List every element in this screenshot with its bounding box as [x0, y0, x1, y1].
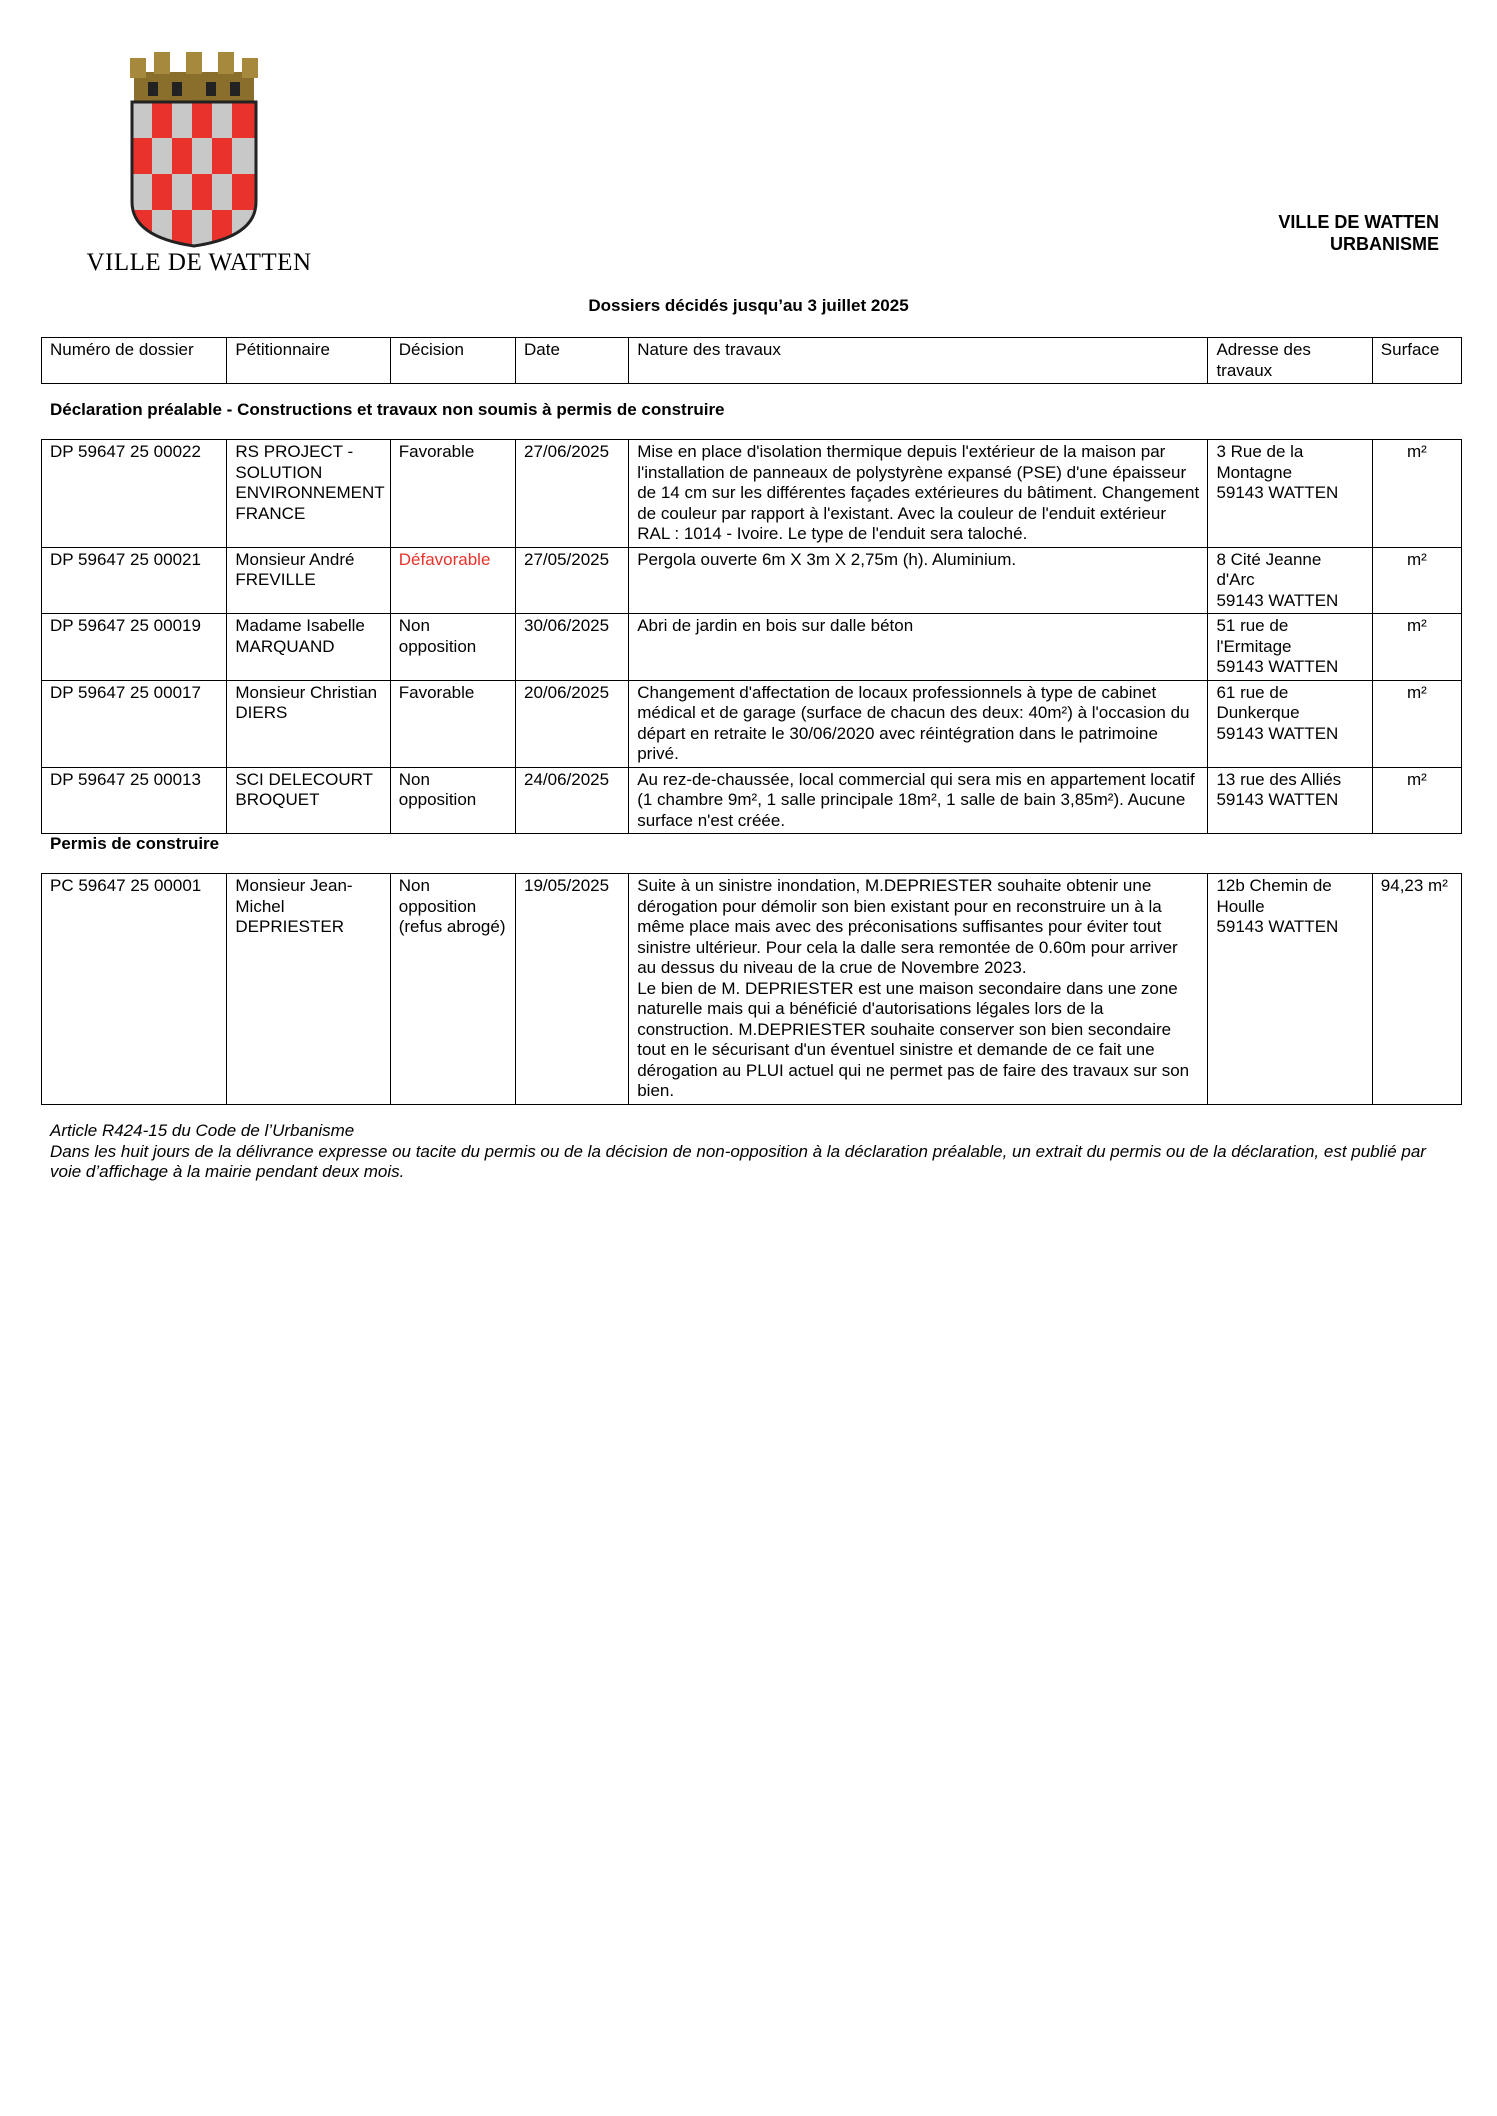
works-address: 61 rue de Dunkerque 59143 WATTEN	[1208, 680, 1372, 767]
col-header-date: Date	[515, 338, 628, 384]
decision-date: 24/06/2025	[515, 767, 628, 834]
dossier-number: DP 59647 25 00021	[42, 547, 227, 614]
decision-date: 27/06/2025	[515, 440, 628, 548]
works-description: Suite à un sinistre inondation, M.DEPRIESTER souhaite obtenir une dérogation pour démolir son bien existant pour en reconstruire un à la même place mais avec des préconisations suffisantes pour éviter tout sinistre ultérieur. Pour cela la dalle sera remontée de 0.60m pour arriver au dessus du niveau de la crue de Novembre 2023. Le bien de M. DEPRIESTER est une maison secondaire dans une zone naturelle mais qui a bénéficié d'autorisations légales lors de la construction. M.DEPRIESTER souhaite conserver son bien secondaire tout en le sécurisant d'un éventuel sinistre et demande de ce fait une dérogation au PLUI actuel qui ne permet pas de faire des travaux sur son bien.	[629, 874, 1208, 1105]
decision: Favorable	[390, 440, 515, 548]
works-description: Abri de jardin en bois sur dalle béton	[629, 614, 1208, 681]
col-header-decision: Décision	[390, 338, 515, 384]
petitioner: Monsieur Christian DIERS	[227, 680, 390, 767]
table-row	[42, 614, 1462, 681]
col-header-nature: Nature des travaux	[629, 338, 1208, 384]
dossier-number: DP 59647 25 00013	[42, 767, 227, 834]
table-row	[42, 680, 1462, 767]
section-title-dp: Déclaration préalable - Constructions et travaux non soumis à permis de construire	[50, 400, 725, 419]
works-address: 13 rue des Alliés 59143 WATTEN	[1208, 767, 1372, 834]
decision: Favorable	[390, 680, 515, 767]
organization-header	[1278, 211, 1439, 255]
works-address: 51 rue de l'Ermitage 59143 WATTEN	[1208, 614, 1372, 681]
decision: Non opposition	[390, 614, 515, 681]
works-description: Au rez-de-chaussée, local commercial qui sera mis en appartement locatif (1 chambre 9m², 1 salle principale 18m², 1 salle de bain 3,85m²). Aucune surface n'est créée.	[629, 767, 1208, 834]
petitioner: Madame Isabelle MARQUAND	[227, 614, 390, 681]
dossier-number: DP 59647 25 00022	[42, 440, 227, 548]
section-title-pc: Permis de construire	[50, 834, 220, 853]
surface: m²	[1372, 614, 1461, 681]
decision: Défavorable	[390, 547, 515, 614]
town-logo	[74, 52, 324, 282]
crown-icon	[130, 52, 258, 102]
surface: m²	[1372, 767, 1461, 834]
surface: 94,23 m²	[1372, 874, 1461, 1105]
org-name: VILLE DE WATTEN	[1278, 212, 1439, 232]
petitioner: RS PROJECT - SOLUTION ENVIRONNEMENT FRANCE	[227, 440, 390, 548]
header-row	[42, 338, 1462, 384]
legal-article: Article R424-15 du Code de l’Urbanisme	[50, 1121, 355, 1140]
pc-table	[41, 873, 1462, 1105]
petitioner: SCI DELECOURT BROQUET	[227, 767, 390, 834]
decision: Non opposition (refus abrogé)	[390, 874, 515, 1105]
org-department: URBANISME	[1329, 234, 1439, 254]
works-description: Pergola ouverte 6m X 3m X 2,75m (h). Aluminium.	[629, 547, 1208, 614]
decision: Non opposition	[390, 767, 515, 834]
col-header-surface: Surface	[1372, 338, 1461, 384]
decision-date: 19/05/2025	[515, 874, 628, 1105]
logo-caption: VILLE DE WATTEN	[86, 249, 312, 276]
col-header-numero: Numéro de dossier	[42, 338, 227, 384]
dossier-number: DP 59647 25 00019	[42, 614, 227, 681]
works-address: 12b Chemin de Houlle 59143 WATTEN	[1208, 874, 1372, 1105]
decision-date: 30/06/2025	[515, 614, 628, 681]
works-description: Mise en place d'isolation thermique depuis l'extérieur de la maison par l'installation de panneaux de polystyrène expansé (PSE) d'une épaisseur de 14 cm sur les différentes façades extérieures du bâtiment. Changement de couleur par rapport à l'existant. Avec la couleur de l'enduit extérieur RAL : 1014 - Ivoire. Le type de l'enduit sera taloché.	[629, 440, 1208, 548]
column-header-table	[41, 337, 1462, 384]
works-description: Changement d'affectation de locaux professionnels à type de cabinet médical et de garage (surface de chacun des deux: 40m²) à l'occasion du départ en retraite le 30/06/2020 avec réintégration dans le patrimoine privé.	[629, 680, 1208, 767]
decision-date: 27/05/2025	[515, 547, 628, 614]
col-header-petitionnaire: Pétitionnaire	[227, 338, 390, 384]
table-row	[42, 874, 1462, 1105]
petitioner: Monsieur André FREVILLE	[227, 547, 390, 614]
legal-text: Dans les huit jours de la délivrance expresse ou tacite du permis ou de la décision de non-opposition à la déclaration préalable, un extrait du permis ou de la déclaration, est publié par voie d’affichage à la mairie pendant deux mois.	[50, 1141, 1426, 1181]
dossier-number: PC 59647 25 00001	[42, 874, 227, 1105]
surface: m²	[1372, 440, 1461, 548]
document-title: Dossiers décidés jusqu’au 3 juillet 2025	[588, 296, 909, 315]
surface: m²	[1372, 680, 1461, 767]
surface: m²	[1372, 547, 1461, 614]
decision-date: 20/06/2025	[515, 680, 628, 767]
coat-of-arms-icon	[126, 52, 262, 248]
petitioner: Monsieur Jean-Michel DEPRIESTER	[227, 874, 390, 1105]
table-row	[42, 547, 1462, 614]
dp-table	[41, 439, 1462, 834]
dossier-number: DP 59647 25 00017	[42, 680, 227, 767]
works-address: 3 Rue de la Montagne 59143 WATTEN	[1208, 440, 1372, 548]
works-address: 8 Cité Jeanne d'Arc 59143 WATTEN	[1208, 547, 1372, 614]
shield-icon	[132, 102, 256, 248]
col-header-adresse: Adresse des travaux	[1208, 338, 1372, 384]
legal-notice	[50, 1121, 1450, 1183]
table-row	[42, 767, 1462, 834]
table-row	[42, 440, 1462, 548]
